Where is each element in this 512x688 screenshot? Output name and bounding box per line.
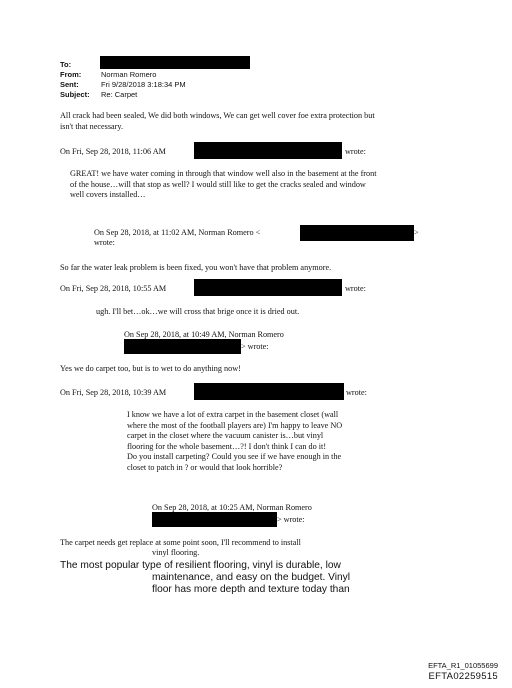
- redaction-q1-sender: [194, 142, 342, 159]
- from-value: Norman Romero: [101, 70, 157, 79]
- body-paragraph-1: All crack had been sealed, We did both windows, We can get well cover foe extra protection but isn't that necessary.: [60, 111, 375, 131]
- subject-label: Subject:: [60, 90, 90, 99]
- quote-5-attribution: On Fri, Sep 28, 2018, 10:39 AM: [60, 388, 167, 397]
- quote-3-wrote: wrote:: [345, 284, 366, 293]
- quote-1-body: GREAT! we have water coming in through that window well also in the basement at the front of the house…will that stop as well? I would still like to get the cracks sealed and window well covers installed…: [70, 169, 377, 200]
- redaction-q2-email: [300, 225, 414, 241]
- body-paragraph-4-line-2: vinyl flooring.: [152, 548, 200, 557]
- quote-4-attribution: On Sep 28, 2018, at 10:49 AM, Norman Romero: [124, 330, 284, 339]
- quote-3-body: ugh. I'll bet…ok…we will cross that brige once it is dried out.: [96, 307, 300, 316]
- quote-3-attribution: On Fri, Sep 28, 2018, 10:55 AM: [60, 284, 167, 293]
- quote-6-attribution: On Sep 28, 2018, at 10:25 AM, Norman Romero: [152, 503, 312, 512]
- quote-2-wrote: wrote:: [94, 238, 115, 247]
- body-paragraph-4-line-1: The carpet needs get replace at some point soon, I'll recommend to install: [60, 538, 301, 547]
- quote-5-body: I know we have a lot of extra carpet in the basement closet (wall where the most of the football players are) I'm happy to leave NO carpet in the closet where the vacuum canister is…but vinyl flooring for the whole basement…?! I don't think I can do it! Do you install carpeting? Could you see if we have enough in the closet to patch in ? or would that look horrible?: [127, 410, 343, 472]
- body-paragraph-2: So far the water leak problem is been fixed, you won't have that problem anymore.: [60, 263, 332, 272]
- redaction-to: [100, 56, 250, 69]
- sent-value: Fri 9/28/2018 3:18:34 PM: [101, 80, 186, 89]
- redaction-q4-email: [124, 339, 241, 354]
- quote-1-wrote: wrote:: [345, 147, 366, 156]
- redaction-q3-sender: [194, 279, 342, 296]
- body-paragraph-3: Yes we do carpet too, but is to wet to do anything now!: [60, 364, 241, 373]
- quote-2-gt: >: [414, 228, 419, 237]
- sent-label: Sent:: [60, 80, 79, 89]
- body-paragraph-5-line-1: The most popular type of resilient flooring, vinyl is durable, low: [60, 560, 341, 571]
- quote-1-attribution: On Fri, Sep 28, 2018, 11:06 AM: [60, 147, 166, 156]
- body-paragraph-5-line-3: floor has more depth and texture today than: [152, 584, 350, 595]
- footer-id-1: EFTA_R1_01055699: [428, 661, 498, 670]
- footer-id-2: EFTA02259515: [428, 671, 498, 682]
- body-paragraph-5-line-2: maintenance, and easy on the budget. Vinyl: [152, 572, 351, 583]
- quote-6-wrote: > wrote:: [277, 515, 305, 524]
- from-label: From:: [60, 70, 82, 79]
- redaction-q5-sender: [194, 383, 344, 400]
- quote-2-attribution: On Sep 28, 2018, at 11:02 AM, Norman Romero <: [94, 228, 261, 237]
- redaction-q6-email: [152, 512, 277, 527]
- to-label: To:: [60, 60, 72, 69]
- quote-5-wrote: wrote:: [346, 388, 367, 397]
- subject-value: Re: Carpet: [101, 90, 138, 99]
- quote-4-wrote: > wrote:: [241, 342, 269, 351]
